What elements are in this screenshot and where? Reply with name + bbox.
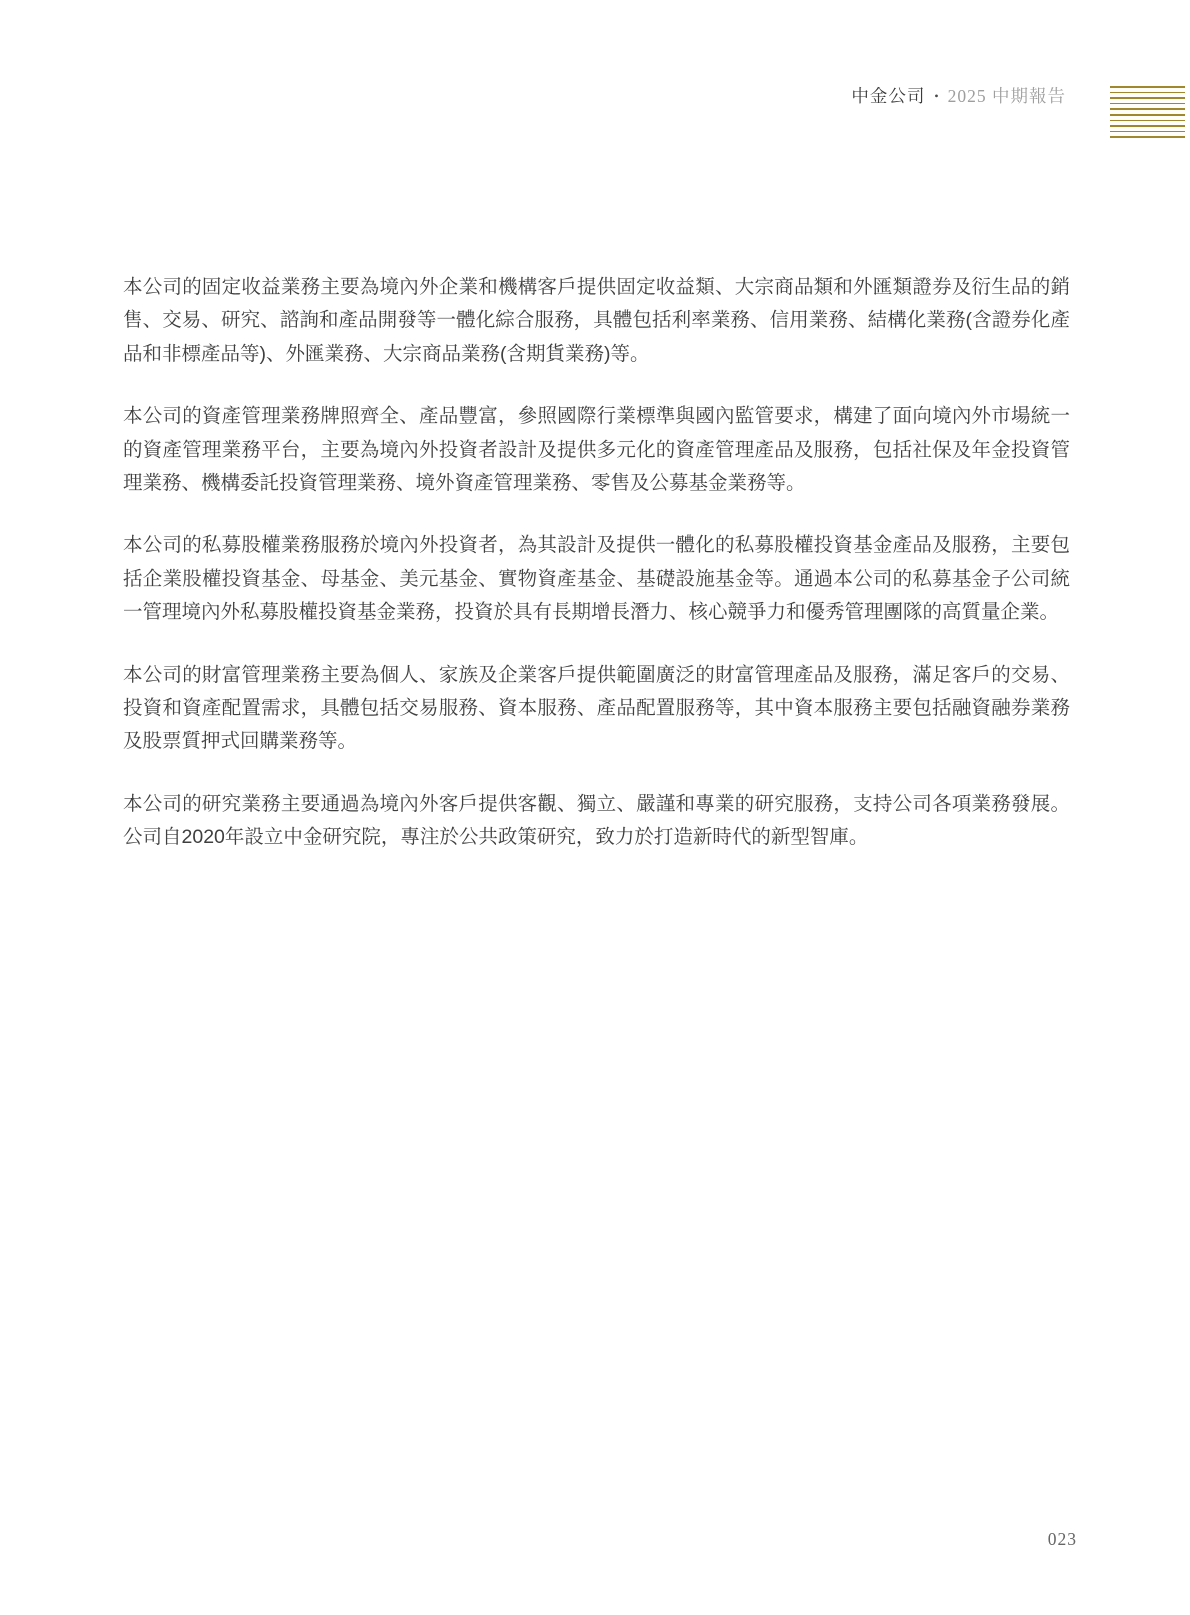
report-title: 2025 中期報告 [947, 86, 1066, 106]
paragraph-fixed-income: 本公司的固定收益業務主要為境內外企業和機構客戶提供固定收益類、大宗商品類和外匯類證券及衍生品的銷售、交易、研究、諮詢和產品開發等一體化綜合服務，具體包括利率業務、信用業務、結構化業務(含證券化產品和非標產品等)、外匯業務、大宗商品業務(含期貨業務)等。 [123, 276, 1070, 365]
gold-stripe-line [1110, 125, 1185, 127]
gold-stripe-line [1110, 108, 1185, 110]
gold-stripe-line [1110, 103, 1185, 105]
page-number: 023 [1047, 1529, 1077, 1549]
gold-stripes-logo [1110, 86, 1185, 138]
paragraph-research: 本公司的研究業務主要通過為境內外客戶提供客觀、獨立、嚴謹和專業的研究服務，支持公司各項業務發展。公司自2020年設立中金研究院，專注於公共政策研究，致力於打造新時代的新型智庫。 [123, 792, 1070, 849]
gold-stripe-line [1110, 92, 1185, 94]
paragraph-wealth-management: 本公司的財富管理業務主要為個人、家族及企業客戶提供範圍廣泛的財富管理產品及服務，滿足客戶的交易、投資和資產配置需求，具體包括交易服務、資本服務、產品配置服務等，其中資本服務主要包括融資融券業務及股票質押式回購業務等。 [123, 663, 1070, 753]
gold-stripe-line [1110, 131, 1185, 133]
gold-stripe-line [1110, 97, 1185, 99]
gold-stripe-line [1110, 136, 1185, 138]
page-header [0, 86, 1066, 106]
gold-stripe-line [1110, 86, 1185, 88]
header-bullet-separator: • [934, 89, 939, 103]
gold-stripe-line [1110, 120, 1185, 122]
paragraph-private-equity: 本公司的私募股權業務服務於境內外投資者，為其設計及提供一體化的私募股權投資基金產品及服務，主要包括企業股權投資基金、母基金、美元基金、實物資產基金、基礎設施基金等。通過本公司的私募基金子公司統一管理境內外私募股權投資基金業務，投資於具有長期增長潛力、核心競爭力和優秀管理團隊的高質量企業。 [123, 534, 1070, 624]
paragraph-asset-management: 本公司的資產管理業務牌照齊全、產品豐富，參照國際行業標準與國內監管要求，構建了面向境內外市場統一的資產管理業務平台，主要為境內外投資者設計及提供多元化的資產管理產品及服務，包括社保及年金投資管理業務、機構委託投資管理業務、境外資產管理業務、零售及公募基金業務等。 [123, 405, 1070, 495]
company-name: 中金公司 [851, 86, 926, 106]
gold-stripe-line [1110, 114, 1185, 116]
body-text-block [123, 271, 1070, 855]
